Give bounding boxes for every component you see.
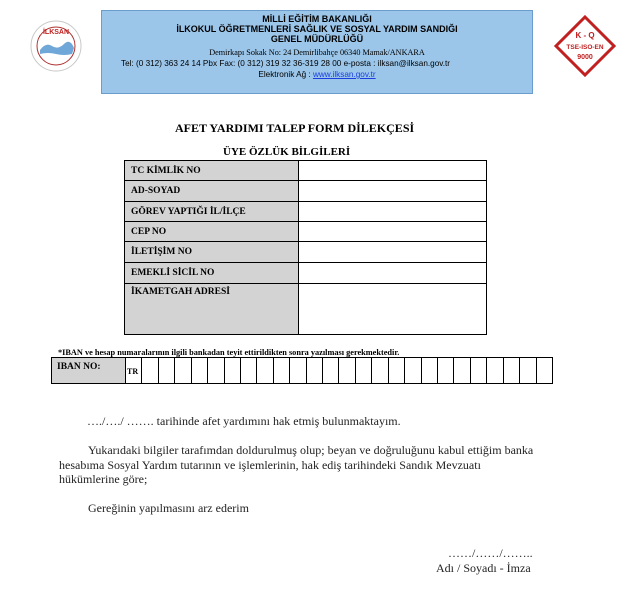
ilksan-logo (30, 20, 82, 72)
member-info-table (124, 160, 487, 335)
signature-label: Adı / Soyadı - İmza (436, 561, 531, 575)
web-label: Elektronik Ağ : (258, 70, 313, 79)
field-label-tc-id: TC KİMLİK NO (125, 161, 299, 181)
field-input-mobile[interactable] (299, 222, 487, 242)
field-input-address[interactable] (299, 284, 487, 335)
table-row (125, 284, 487, 335)
table-row (125, 242, 487, 263)
iban-digit-cell[interactable] (372, 358, 388, 383)
iban-digit-cell[interactable] (142, 358, 158, 383)
header-box (101, 10, 533, 94)
field-input-retirement-no[interactable] (299, 263, 487, 284)
table-row (125, 181, 487, 202)
fund-title: İLKOKUL ÖĞRETMENLERİ SAĞLIK VE SOSYAL YARDIM SANDIĞI (176, 24, 458, 34)
iban-prefix-cell: TR (126, 358, 142, 383)
section-title: ÜYE ÖZLÜK BİLGİLERİ (223, 146, 351, 158)
iban-label: IBAN NO: (52, 358, 126, 383)
iban-digit-cell[interactable] (307, 358, 323, 383)
field-label-name: AD-SOYAD (125, 181, 299, 202)
field-input-name[interactable] (299, 181, 487, 202)
table-row (125, 161, 487, 181)
table-row (125, 202, 487, 222)
declaration-line-2: hesabıma Sosyal Yardım tutarının ve işlemlerinin, hak ediş tarihindeki Sandık Mevzuatı (59, 458, 481, 472)
declaration-line-3: hükümlerine göre; (59, 472, 148, 486)
iban-digit-cell[interactable] (225, 358, 241, 383)
web-link[interactable]: www.ilksan.gov.tr (312, 70, 376, 79)
table-row (125, 222, 487, 242)
tse-certification-logo (553, 14, 617, 78)
tse-9000-text: 9000 (577, 54, 593, 61)
field-label-mobile: CEP NO (125, 222, 299, 242)
iban-digit-cell[interactable] (504, 358, 520, 383)
directorate-title: GENEL MÜDÜRLÜĞÜ (270, 34, 364, 44)
field-label-contact-no: İLETİŞİM NO (125, 242, 299, 263)
iban-digit-cell[interactable] (290, 358, 306, 383)
web-line (102, 70, 532, 80)
form-title: AFET YARDIMI TALEP FORM DİLEKÇESİ (175, 121, 415, 135)
contact-line: Tel: (0 312) 363 24 14 Pbx Fax: (0 312) 319 32 36-319 28 00 e-posta : ilksan@ilksan.gov.tr (121, 59, 451, 68)
tse-iso-text: TSE-ISO-EN (566, 44, 604, 51)
iban-digit-cell[interactable] (159, 358, 175, 383)
iban-digit-cell[interactable] (454, 358, 470, 383)
tse-kq-text: K - Q (575, 31, 595, 40)
iban-digit-cell[interactable] (405, 358, 421, 383)
iban-digit-cell[interactable] (192, 358, 208, 383)
iban-note: *IBAN ve hesap numaralarının ilgili bankadan teyit ettirildikten sonra yazılması gerekmektedir. (58, 348, 400, 357)
iban-row (51, 357, 553, 384)
ministry-title: MİLLİ EĞİTİM BAKANLIĞI (262, 14, 372, 24)
iban-digit-cell[interactable] (471, 358, 487, 383)
iban-digit-cell[interactable] (356, 358, 372, 383)
table-row (125, 263, 487, 284)
iban-digit-cell[interactable] (274, 358, 290, 383)
field-input-contact-no[interactable] (299, 242, 487, 263)
iban-digit-cell[interactable] (438, 358, 454, 383)
iban-digit-cell[interactable] (208, 358, 224, 383)
address-line: Demirkapı Sokak No: 24 Demirlibahçe 06340 Mamak/ANKARA (209, 48, 425, 57)
logo-text: İLKSAN (42, 29, 70, 36)
iban-digit-cell[interactable] (389, 358, 405, 383)
iban-digit-cell[interactable] (323, 358, 339, 383)
iban-digit-cell[interactable] (487, 358, 503, 383)
iban-digit-cell[interactable] (422, 358, 438, 383)
field-label-address: İKAMETGAH ADRESİ (125, 284, 299, 335)
iban-digit-cell[interactable] (175, 358, 191, 383)
field-label-duty-location: GÖREV YAPTIĞI İL/İLÇE (125, 202, 299, 222)
iban-digit-cell[interactable] (520, 358, 536, 383)
iban-digit-cell[interactable] (257, 358, 273, 383)
iban-digit-cell[interactable] (339, 358, 355, 383)
signature-date: ……/……/…….. (448, 546, 533, 560)
field-input-tc-id[interactable] (299, 161, 487, 181)
entitlement-paragraph: …./…./ ……. tarihinde afet yardımını hak etmiş bulunmaktayım. (87, 414, 401, 428)
declaration-line-1: Yukarıdaki bilgiler tarafımdan doldurulmuş olup; beyan ve doğruluğunu kabul ettiğim banka (88, 443, 534, 457)
request-paragraph: Gereğinin yapılmasını arz ederim (88, 501, 249, 515)
iban-digit-cell[interactable] (241, 358, 257, 383)
field-label-retirement-no: EMEKLİ SİCİL NO (125, 263, 299, 284)
iban-digit-cell[interactable] (537, 358, 552, 383)
field-input-duty-location[interactable] (299, 202, 487, 222)
